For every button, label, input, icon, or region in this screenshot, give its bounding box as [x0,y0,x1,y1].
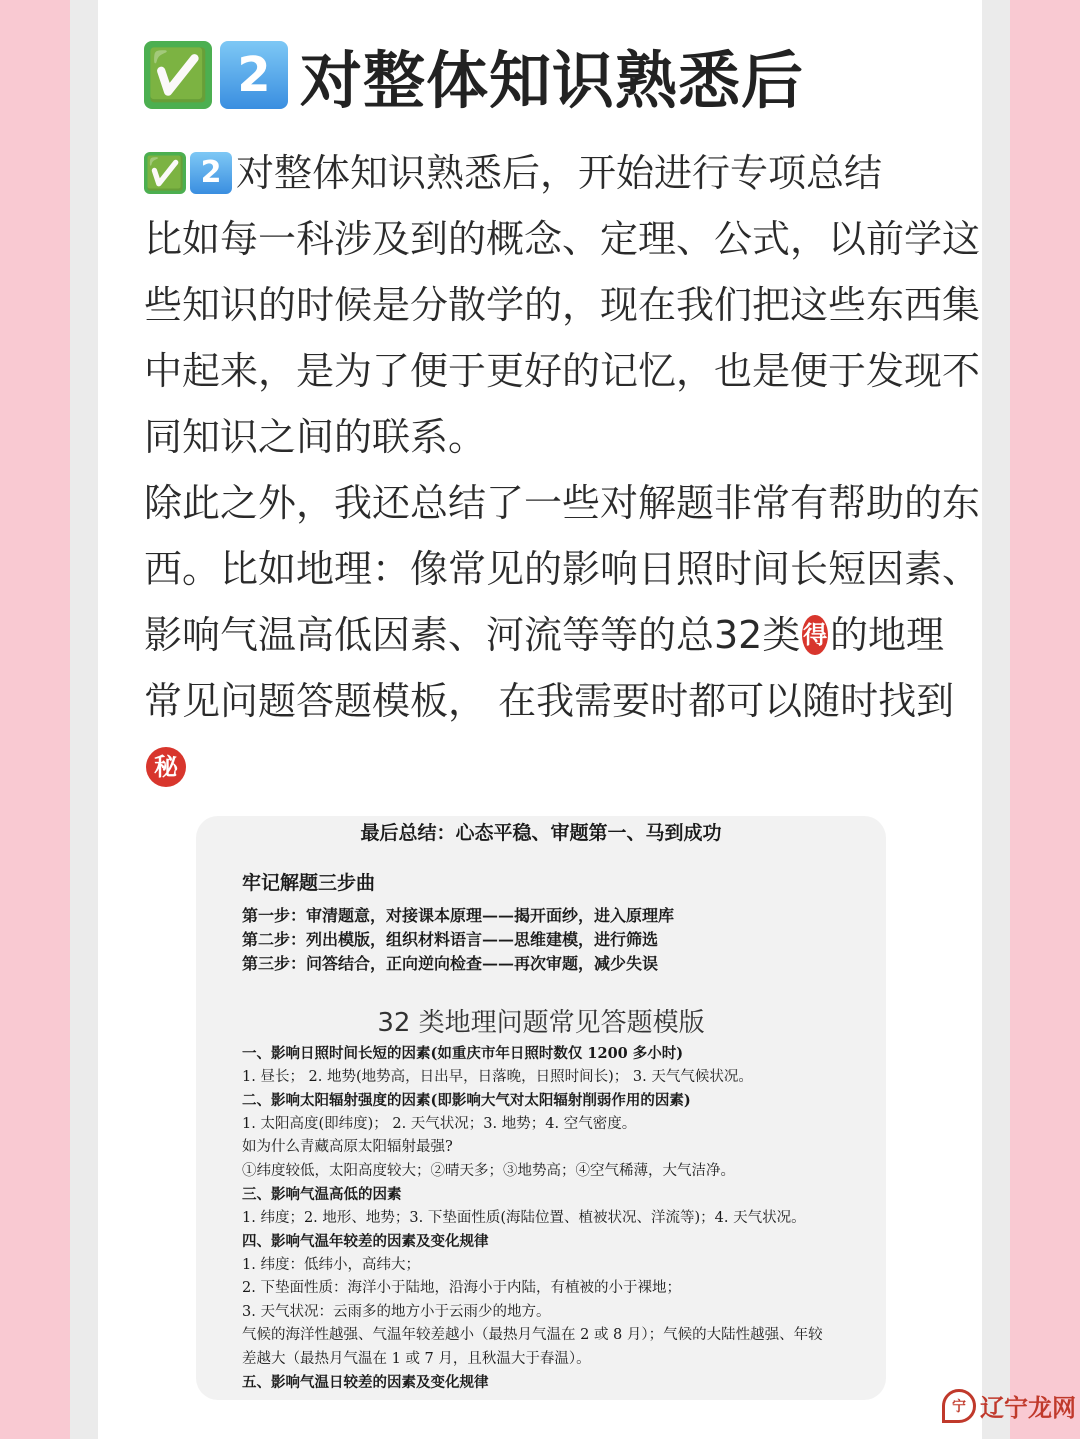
doc-section-heading: 二、影响太阳辐射强度的因素(即影响大气对太阳辐射削弱作用的因素) [242,1092,691,1109]
number-two-icon: 2 [220,41,288,109]
site-watermark [942,1388,1076,1423]
left-gray-rail [70,0,98,1439]
heading-text: 对整体知识熟悉后 [300,43,805,117]
body-line-4: 中起来，是为了便于更好的记忆，也是便于发现不 [144,349,981,393]
right-pink-margin [1010,0,1080,1439]
article-page [98,0,982,1439]
doc-item: 1. 纬度；2. 地形、地势；3. 下垫面性质(海陆位置、植被状况、洋流等)；4. 天气状况。 [242,1209,806,1226]
doc-section-heading: 五、影响气温日较差的因素及变化规律 [242,1374,489,1391]
body-line-8 [144,602,944,668]
steps-list [242,904,674,976]
doc-section-heading: 一、影响日照时间长短的因素(如重庆市年日照时数仅 1200 多小时) [242,1045,684,1062]
doc-section-heading: 三、影响气温高低的因素 [242,1186,402,1203]
doc-item: 1. 纬度：低纬小，高纬大； [242,1256,420,1273]
body-line-3: 些知识的时候是分散学的，现在我们把这些东西集 [144,283,981,327]
doc-item: 3. 天气状况：云雨多的地方小于云雨少的地方。 [242,1303,551,1320]
body-line-8b: 的地理 [829,613,944,657]
left-pink-margin [0,0,70,1439]
doc-item: 2. 下垫面性质：海洋小于陆地，沿海小于内陆，有植被的小于裸地； [242,1280,681,1296]
doc-subtitle: 牢记解题三步曲 [242,872,376,894]
doc-item: 气候的海洋性越强、气温年较差越小（最热月气温在 2 或 8 月）；气候的大陆性越强、年较 [242,1327,823,1343]
check-mark-icon: ✅ [145,154,185,192]
body-line-2: 比如每一科涉及到的概念、定理、公式，以前学这 [144,217,981,261]
section-heading [144,38,805,117]
number-two-icon: 2 [190,152,232,194]
de-seal-icon: 得 [802,615,828,655]
doc-items [242,1042,882,1395]
body-line-1-text: 对整体知识熟悉后，开始进行专项总结 [236,151,883,195]
body-line-1 [144,140,944,206]
body-line-10 [144,734,944,800]
body-line-9: 常见问题答题模板， 在我需要时都可以随时找到 [144,679,955,723]
step-item: 第一步：审清题意，对接课本原理——揭开面纱，进入原理库 [242,906,675,925]
doc-title: 最后总结：心态平稳、审题第一、马到成功 [360,822,722,844]
right-gray-rail [982,0,1010,1439]
doc-heading: 32 类地理问题常见答题模版 [377,1008,705,1038]
watermark-text: 辽宁龙网 [980,1394,1076,1422]
body-line-7: 西。比如地理：像常见的影响日照时间长短因素、 [144,547,981,591]
doc-section-heading: 四、影响气温年较差的因素及变化规律 [242,1233,489,1250]
body-line-6: 除此之外，我还总结了一些对解题非常有帮助的东 [144,481,981,525]
check-mark-icon: ✅ [144,41,212,109]
doc-item: 1. 昼长； 2. 地势(地势高，日出早，日落晚，日照时间长)； 3. 天气气候状况。 [242,1068,753,1085]
body-line-8a: 影响气温高低因素、河流等等的总32类 [144,613,801,657]
secret-seal-icon: 秘 [146,747,186,787]
doc-item: ①纬度较低，太阳高度较大；②晴天多；③地势高；④空气稀薄，大气洁净。 [242,1162,735,1179]
watermark-logo-icon: 宁 [942,1389,976,1423]
document-image [196,816,886,1400]
step-item: 第二步：列出模版，组织材料语言——思维建模，进行筛选 [242,930,659,949]
body-line-5: 同知识之间的联系。 [144,415,487,459]
doc-item: 差越大（最热月气温在 1 或 7 月，且秋温大于春温）。 [242,1350,591,1367]
step-item: 第三步：问答结合，正向逆向检查——再次审题，减少失误 [242,954,659,973]
body-paragraph [144,140,981,800]
doc-item: 如为什么青藏高原太阳辐射最强? [242,1139,453,1155]
doc-item: 1. 太阳高度(即纬度)； 2. 天气状况；3. 地势；4. 空气密度。 [242,1115,637,1132]
